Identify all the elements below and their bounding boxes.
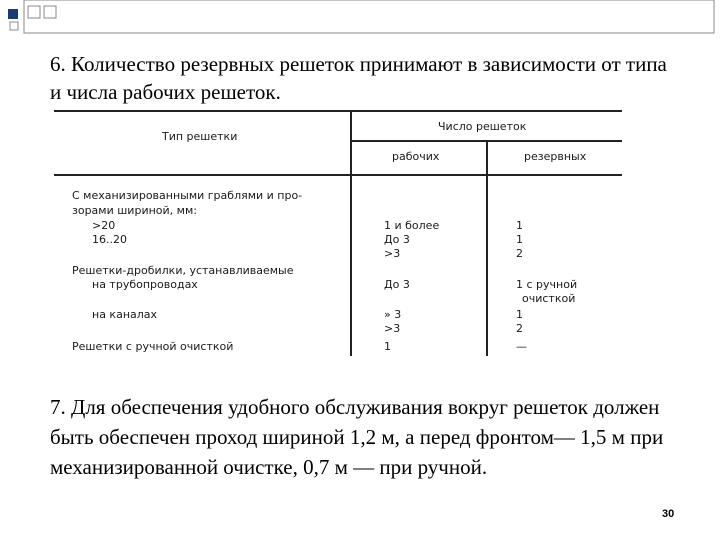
table-row-label: 16..20 [92, 233, 127, 246]
table-row-reserve: 2 [516, 247, 523, 260]
table-row-working: » 3 [384, 308, 402, 321]
col-header-working: рабочих [392, 150, 440, 163]
table-row-working: До 3 [384, 233, 410, 246]
col-header-type: Тип решетки [162, 130, 238, 143]
page-number: 30 [662, 508, 675, 520]
table-row-working: >3 [384, 247, 401, 260]
table-row-working: 1 и более [384, 219, 440, 232]
table-row-reserve: 2 [516, 322, 523, 335]
table-row-reserve: 1 [516, 219, 523, 232]
slide-heading: 6. Количество резервных решеток принимают в зависимости от типа и числа рабочих решеток. [50, 52, 667, 104]
table-row-label: С механизированными граблями и про- [72, 189, 303, 202]
table-row-reserve: — [516, 340, 527, 353]
col-header-reserve: резервных [524, 150, 587, 163]
table-row-reserve: очисткой [522, 292, 576, 305]
table-row-reserve: 1 [516, 233, 523, 246]
table-row-working: >3 [384, 322, 401, 335]
table-row-label: Решетки с ручной очисткой [72, 340, 234, 353]
table-row-label: на каналах [92, 308, 158, 321]
table-row-label: >20 [92, 219, 116, 232]
table-row-label: зорами шириной, мм: [72, 204, 197, 217]
table-row-working: До 3 [384, 278, 410, 291]
slide-header-decoration [0, 0, 720, 40]
table-row-label: на трубопроводах [92, 278, 198, 291]
grates-table [52, 108, 632, 356]
body-paragraph: 7. Для обеспечения удобного обслуживания вокруг решеток должен быть обеспечен проход шириной 1,2 м, а перед фронтом— 1,5 м при механизированной очистке, 0,7 м — при ручной. [50, 395, 664, 479]
table-row-label: Решетки-дробилки, устанавливаемые [72, 264, 294, 277]
table-row-reserve: 1 с ручной [516, 278, 578, 291]
table-row-reserve: 1 [516, 308, 523, 321]
col-header-count: Число решеток [438, 120, 527, 133]
table-row-working: 1 [384, 340, 391, 353]
